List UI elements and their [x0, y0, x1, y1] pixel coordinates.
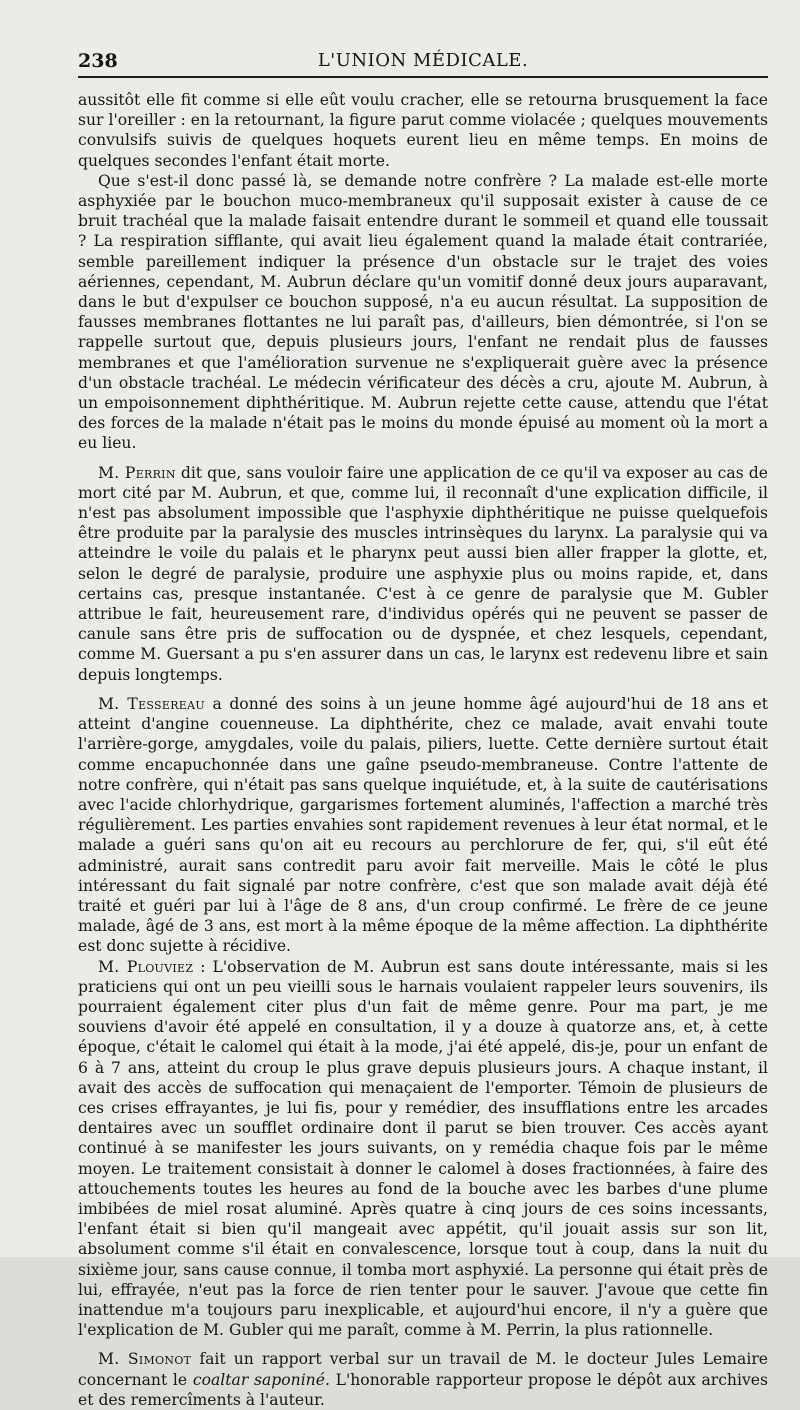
paragraph-text: aussitôt elle fit comme si elle eût voulu cracher, elle se retourna brusquement la face sur l'oreiller : en la retournant, la figure parut comme violacée ; quelques mouvements convulsifs suivis de quelques hoquets eurent lieu en même temps. En moins de quelques secondes l'enfant était morte. [78, 91, 768, 170]
page-header [78, 42, 768, 76]
paragraph [78, 1349, 768, 1410]
paragraph-text: Que s'est-il donc passé là, se demande notre confrère ? La malade est-elle morte asphyxiée par le bouchon muco-membraneux qu'il supposait exister à cause de ce bruit trachéal que la malade faisait entendre durant le sommeil et quand elle toussait ? La respiration sifflante, qui avait lieu également quand la malade était contrariée, semble pareillement indiquer la présence d'un obstacle sur le trajet des voies aériennes, cependant, M. Aubrun déclare qu'un vomitif donné deux jours auparavant, dans le but d'expulser ce bouchon supposé, n'a eu aucun résultat. La supposition de fausses membranes flottantes ne lui paraît pas, d'ailleurs, bien démontrée, si l'on se rappelle surtout que, depuis plusieurs jours, l'enfant ne rendait plus de fausses membranes et que l'amélioration survenue ne s'expliquerait guère avec la présence d'un obstacle trachéal. Le médecin vérificateur des décès a cru, ajoute M. Aubrun, à un empoisonnement diphthéritique. M. Aubrun rejette cette cause, attendu que l'état des forces de la malade n'était pas le moins du monde épuisé au moment où la mort a eu lieu. [78, 171, 768, 453]
paragraph [78, 463, 768, 685]
paragraph-text: dit que, sans vouloir faire une application de ce qu'il va exposer au cas de mort cité par M. Aubrun, et que, comme lui, il reconnaît d'une explication difficile, il n'est pas absolument impossible que l'asphyxie diphthéritique ne puisse quelquefois être produite par la paralysie des muscles intrinsèques du larynx. La paralysie qui va atteindre le voile du palais et le pharynx peut aussi bien aller frapper la glotte, et, selon le degré de paralysie, produire une asphyxie plus ou moins rapide, et, dans certains cas, presque instantanée. C'est à ce genre de paralysie que M. Gubler attribue le fait, heureusement rare, d'individus opérés qui ne peuvent se passer de canule sans être pris de suffocation ou de dyspnée, et chez lesquels, cependant, comme M. Guersant a pu s'en assurer dans un cas, le larynx est redevenu libre et sain depuis longtemps. [78, 463, 768, 684]
speaker-name: M. Simonot [98, 1350, 192, 1369]
paragraph [78, 957, 768, 1341]
paragraph-text: L'honorable rapporteur propose le dépôt aux archives et des remercîments à l'auteur. [78, 1370, 769, 1409]
paragraph [78, 171, 768, 454]
speaker-name: M. Tessereau [98, 694, 205, 713]
paragraph [78, 694, 768, 957]
running-title: L'UNION MÉDICALE. [317, 50, 529, 71]
header-rule [78, 76, 768, 78]
paragraph-text: : L'observation de M. Aubrun est sans doute intéressante, mais si les praticiens qui ont un peu vieilli sous le harnais voulaient rappeler leurs souvenirs, ils pourraient également citer plus d'un fait de même genre. Pour ma part, je me souviens d'avoir été appelé en consultation, il y a douze à quatorze ans, et, à cette époque, c'était le calomel qui était à la mode, j'ai été appelé, dis-je, pour un enfant de 6 à 7 ans, atteint du croup le plus grave depuis plusieurs jours. A chaque instant, il avait des accès de suffocation qui menaçaient de l'emporter. Témoin de plusieurs de ces crises effrayantes, je lui fis, pour y remédier, des insufflations entre les arcades dentaires avec un soufflet ordinaire dont il parut se bien trouver. Ces accès ayant continué à se manifester les jours suivants, on y remédia chaque fois par le même moyen. Le traitement consistait à donner le calomel à doses fractionnées, à faire des attouchements toutes les heures au fond de la bouche avec les barbes d'une plume imbibées de miel rosat aluminé. Après quatre à cinq jours de ces soins incessants, l'enfant était si bien qu'il mangeait avec appétit, qu'il jouait assis sur son lit, absolument comme s'il était en convalescence, lorsque tout à coup, dans la nuit du sixième jour, sans cause connue, il tomba mort asphyxié. La personne qui était près de lui, effrayée, n'eut pas la force de rien tenter pour le sauver. J'avoue que cette fin inattendue m'a toujours paru inexplicable, et aujourd'hui encore, il n'y a guère que l'explication de M. Gubler qui me paraît, comme à M. Perrin, la plus rationnelle. [78, 957, 768, 1340]
page-number: 238 [78, 50, 118, 72]
paragraph [78, 90, 768, 171]
speaker-name: M. Plouviez [98, 957, 194, 976]
paragraph-text: a donné des soins à un jeune homme âgé aujourd'hui de 18 ans et atteint d'angine couenneuse. La diphthérite, chez ce malade, avait envahi toute l'arrière-gorge, amygdales, voile du palais, piliers, luette. Cette dernière surtout était comme encapuchonnée dans une gaîne pseudo-membraneuse. Contre l'attente de notre confrère, qui n'était pas sans quelque inquiétude, et, à la suite de cautérisations avec l'acide chlorhydrique, gargarismes fortement aluminés, l'affection a marché très régulièrement. Les parties envahies sont rapidement revenues à leur état normal, et le malade a guéri sans qu'on ait eu recours au perchlorure de fer, qui, s'il eût été administré, aurait sans contredit paru avoir fait merveille. Mais le côté le plus intéressant du fait signalé par notre confrère, c'est que son malade avait déjà été traité et guéri par lui à l'âge de 8 ans, d'un croup confirmé. Le frère de ce jeune malade, âgé de 3 ans, est mort à la même époque de la même affection. La diphthérite est donc sujette à récidive. [78, 694, 768, 956]
paragraph-text: fait un rapport verbal sur un travail de M. le docteur Jules Lemaire concernant le [78, 1350, 768, 1389]
italic-term: coaltar saponiné. [192, 1370, 330, 1389]
article-body [78, 90, 768, 1410]
speaker-name: M. Perrin [98, 463, 176, 482]
